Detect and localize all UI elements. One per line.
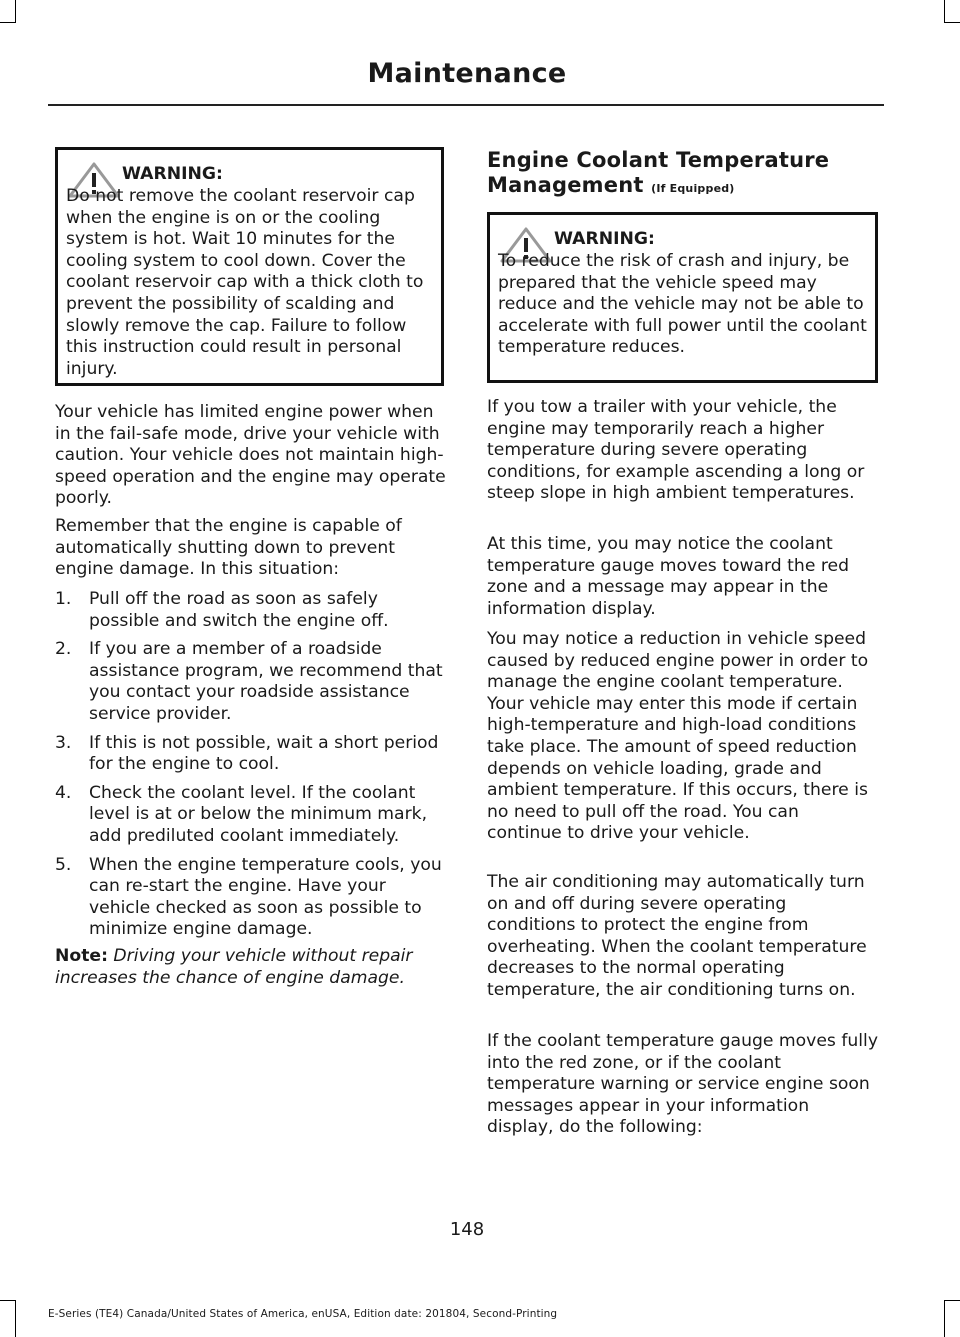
paragraph: At this time, you may notice the coolant temperature gauge moves toward the red zone and a message may appear in the information display.	[487, 534, 850, 619]
list-item: 5. When the engine temperature cools, you can re-start the engine. Have your vehicle checked as soon as possible to minimize engine damage.	[55, 854, 442, 940]
crop-mark	[15, 1300, 16, 1337]
heading-line-2: Management	[487, 173, 644, 197]
list-item: 3. If this is not possible, wait a short period for the engine to cool.	[55, 732, 439, 775]
crop-mark	[944, 22, 960, 23]
crop-mark	[0, 1300, 16, 1301]
crop-mark	[944, 1300, 945, 1337]
warning-box	[487, 212, 878, 383]
warning-label: WARNING:	[554, 229, 655, 249]
paragraph: Remember that the engine is capable of automatically shutting down to prevent engine damage. In this situation:	[55, 516, 402, 580]
header-divider	[48, 104, 884, 106]
steps-list	[55, 589, 447, 948]
page-number: 148	[449, 1219, 485, 1240]
warning-text: To reduce the risk of crash and injury, be prepared that the vehicle speed may reduce and the vehicle may not be able to accelerate with full power until the coolant temperature reduces.	[498, 251, 867, 358]
section-heading	[487, 148, 879, 201]
paragraph: If the coolant temperature gauge moves fully into the red zone, or if the coolant temperature warning or service engine soon messages appear in your information display, do the following:	[487, 1031, 879, 1138]
crop-mark	[944, 1300, 960, 1301]
crop-mark	[0, 22, 16, 23]
crop-mark	[15, 0, 16, 22]
note-label: Note:	[55, 946, 108, 966]
list-item: 4. Check the coolant level. If the coolant level is at or below the minimum mark, add prediluted coolant immediately.	[55, 782, 428, 846]
warning-box	[55, 147, 444, 386]
crop-mark	[944, 0, 945, 22]
heading-qualifier: (If Equipped)	[651, 182, 735, 195]
note	[55, 946, 447, 989]
paragraph: If you tow a trailer with your vehicle, the engine may temporarily reach a higher temperature during severe operating conditions, for example ascending a long or steep slope in high ambient temperatures.	[487, 397, 865, 504]
note-text: Driving your vehicle without repair increases the chance of engine damage.	[55, 946, 413, 988]
page-title: Maintenance	[367, 58, 567, 89]
paragraph: The air conditioning may automatically turn on and off during severe operating conditions to protect the engine from overheating. When the coolant temperature decreases to the normal operating temperature, the air conditioning turns on.	[487, 872, 867, 1000]
paragraph: You may notice a reduction in vehicle speed caused by reduced engine power in order to manage the engine coolant temperature. Your vehicle may enter this mode if certain high-temperature and high-load conditions take place. The amount of speed reduction depends on vehicle loading, grade and ambient temperature. If this occurs, there is no need to pull off the road. You can continue to drive your vehicle.	[487, 629, 869, 844]
warning-label: WARNING:	[122, 164, 223, 184]
heading-line-1: Engine Coolant Temperature	[487, 148, 830, 172]
list-item: 2. If you are a member of a roadside assistance program, we recommend that you contact your roadside assistance service provider.	[55, 639, 443, 724]
paragraph: Your vehicle has limited engine power when in the fail-safe mode, drive your vehicle with caution. Your vehicle does not maintain high-speed operation and the engine may operate poorly.	[55, 402, 446, 509]
edition-footer: E-Series (TE4) Canada/United States of America, enUSA, Edition date: 201804, Second-Printing	[48, 1308, 558, 1320]
warning-text: Do not remove the coolant reservoir cap when the engine is on or the cooling system is hot. Wait 10 minutes for the cooling system to cool down. Cover the coolant reservoir cap with a thick cloth to prevent the possibility of scalding and slowly remove the cap. Failure to follow this instruction could result in personal injury.	[66, 186, 424, 379]
list-item: 1. Pull off the road as soon as safely possible and switch the engine off.	[55, 589, 389, 631]
